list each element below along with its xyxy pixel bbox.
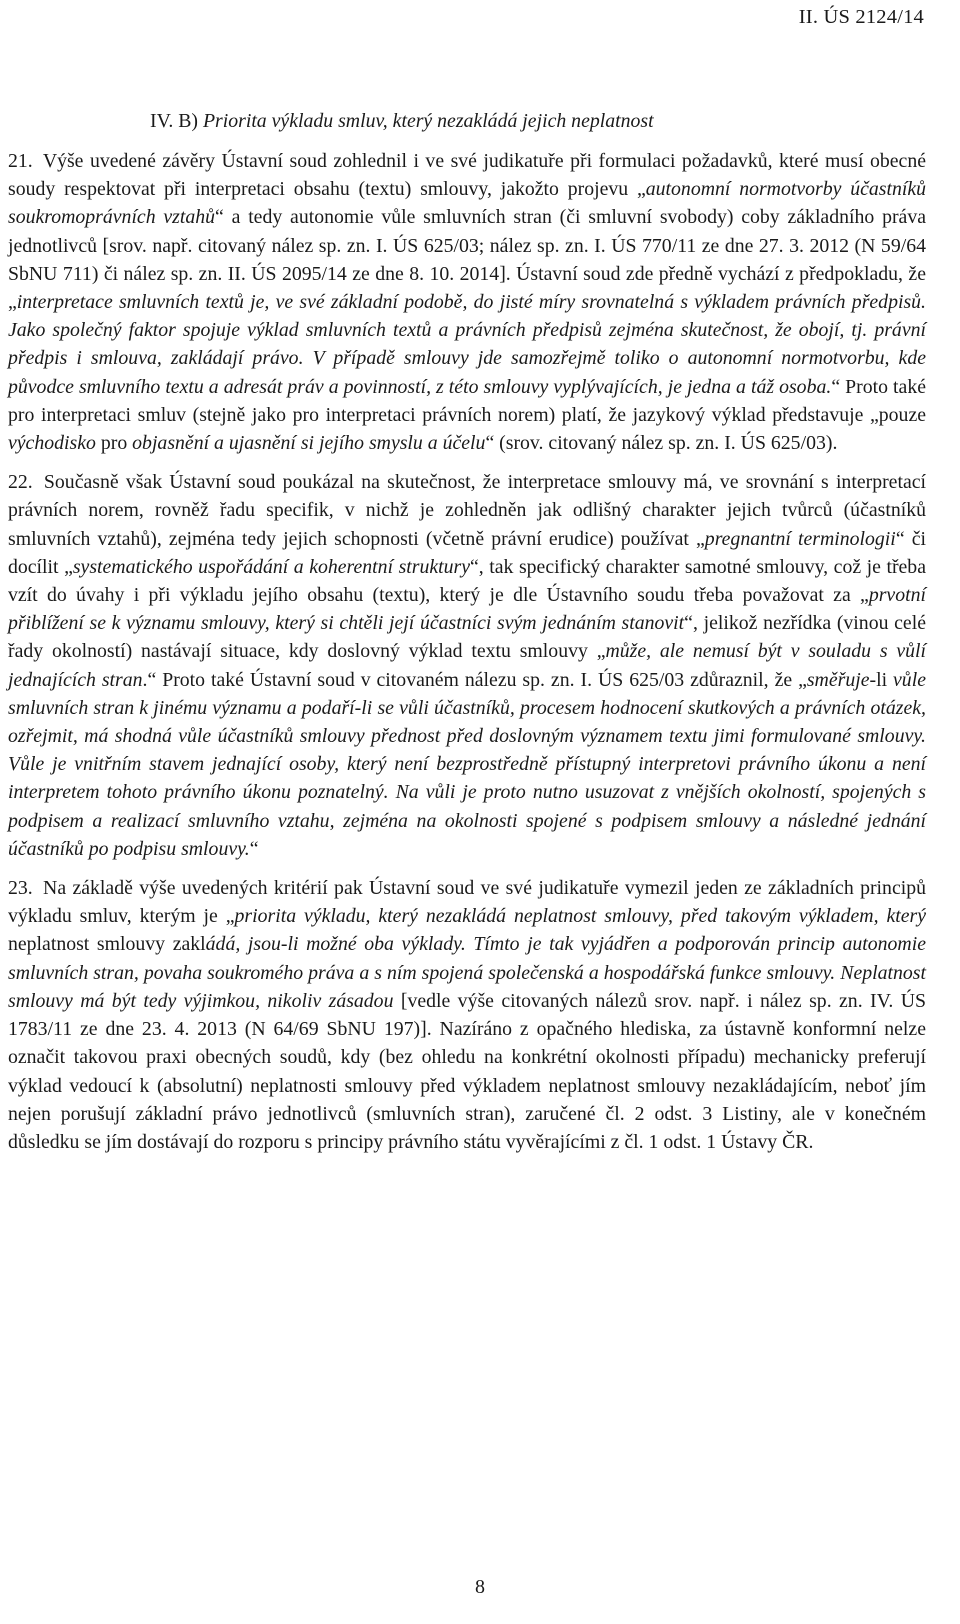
body-text-segment: “ <box>249 837 259 860</box>
body-text-segment: “, tak specifický charakter samotné smlouvy, což je třeba vzít do úvahy i při výkladu jejího obsahu (textu), který je dle Ústavního soudu třeba považovat za „ <box>8 555 926 607</box>
italic-quote-text: ádá, jsou-li možné oba výklady. Tímto je tak vyjádřen a podporován princip autonomie smluvních stran, povaha soukromého práva a s ním spojená společenská a hospodářská funkce smlouvy. Neplatnost smlouvy má být tedy výjimkou, nikoliv zásadou <box>8 933 926 1012</box>
body-text-segment: neplatnost smlouvy zakl <box>8 933 206 956</box>
body-text-segment: “ Proto také pro interpretaci smluv (stejně jako pro interpretaci právních norem) platí, že jazykový výklad představuje „pouze <box>8 375 927 426</box>
document-body <box>8 107 926 1167</box>
section-heading-prefix: IV. B) <box>150 110 198 132</box>
body-text-segment: pro <box>95 432 133 455</box>
italic-quote-text: směřuje <box>806 668 870 691</box>
body-text-segment: Současně však Ústavní soud poukázal na skutečnost, že interpretace smlouvy má, ve srovnání s interpretací právních norem, rovněž řadu specifik, v nichž je zohledněn jak odlišný charakter jejich tvůrců (účastníků smluvních vztahů), zejména tedy jejich schopnosti (včetně právní erudice) používat „ <box>8 471 926 550</box>
section-heading <box>8 107 926 135</box>
italic-quote-text: interpretace smluvních textů je, ve své základní podobě, do jisté míry srovnatelná s výkladem právních předpisů. Jako společný faktor spojuje výklad smluvních textů a právních předpisů zejména skutečnost, že obojí, tj. právní předpis i smlouva, zakládají právo. V případě smlouvy jde samozřejmě toliko o autonomní normotvorbu, kde původce smluvního textu a adresát práv a povinností, z této smlouvy vyplývajících, je jedna a táž osoba. <box>8 291 926 398</box>
case-number-header: II. ÚS 2124/14 <box>798 6 924 28</box>
paragraph-number: 23. <box>8 877 33 900</box>
body-text-segment: Výše uvedené závěry Ústavní soud zohlednil i ve své judikatuře při formulaci požadavků, které musí obecné soudy respektovat při interpretaci obsahu (textu) smlouvy, jakožto projevu „ <box>8 150 926 201</box>
italic-quote-text: priorita výkladu, který nezakládá neplatnost smlouvy, před takovým výkladem, který <box>234 905 926 928</box>
paragraph-23 <box>8 874 926 1156</box>
italic-quote-text: systematického uspořádání a koherentní struktury <box>72 555 471 578</box>
paragraph-number: 22. <box>8 471 33 494</box>
body-text-segment: “ (srov. citovaný nález sp. zn. I. ÚS 625/03). <box>485 432 838 455</box>
paragraph-22 <box>8 468 926 863</box>
body-text-segment: “, jelikož nezřídka (vinou celé řady okolností) nastávají situace, kdy doslovný výklad textu smlouvy „ <box>8 612 926 663</box>
italic-quote-text: autonomní normotvorby účastníků soukromoprávních vztahů <box>8 178 927 229</box>
italic-quote-text: vůle smluvních stran k jinému významu a podaří-li se vůli účastníků, procesem hodnocení skutkových a právních otázek, ozřejmit, má shodná vůle účastníků smlouvy přednost před doslovným významem textu jimi formulované smlouvy. Vůle je vnitřním stavem jednající osoby, který není bezprostředně přístupný interpretovi právního úkonu a není interpretem tohoto právního úkonu poznatelný. Na vůli je proto nutno usuzovat z vnějších okolností, spojených s podpisem a realizací smluvního vztahu, zejména na okolnosti spojené s podpisem smlouvy a následné jednání účastníků po podpisu smlouvy. <box>8 668 926 860</box>
page-number: 8 <box>475 1576 485 1598</box>
italic-quote-text: může, ale nemusí být v souladu s vůlí jednajících stran <box>8 640 926 691</box>
paragraph-21 <box>8 147 926 457</box>
paragraph-list <box>8 147 926 1156</box>
italic-quote-text: východisko <box>8 432 96 455</box>
section-heading-title: Priorita výkladu smluv, který nezakládá jejich neplatnost <box>202 110 654 132</box>
italic-quote-text: pregnantní terminologii <box>704 527 896 550</box>
italic-quote-text: prvotní přiblížení se k významu smlouvy, který si chtěli její účastníci svým jednáním stanovit <box>8 584 926 635</box>
paragraph-number: 21. <box>8 150 33 172</box>
body-text-segment: [vedle výše citovaných nálezů srov. např. i nález sp. zn. IV. ÚS 1783/11 ze dne 23. 4. 2013 (N 64/69 SbNU 197)]. Nazíráno z opačného hlediska, za ústavně konformní nelze označit takovou praxi obecných soudů, kdy (bez ohledu na konkrétní okolnosti případu) mechanicky preferují výklad vedoucí k (absolutní) neplatnosti smlouvy před výkladem neplatnost smlouvy nezakládajícím, neboť jím nejen porušují základní právo jednotlivců (smluvních stran), zaručené čl. 2 odst. 3 Listiny, ale v konečném důsledku se jím dostávají do rozporu s principy právního státu vyvěrajícími z čl. 1 odst. 1 Ústavy ČR. <box>8 989 926 1153</box>
body-text-segment: .“ Proto také Ústavní soud v citovaném nálezu sp. zn. I. ÚS 625/03 zdůraznil, že „ <box>142 668 807 691</box>
body-text-segment: “ a tedy autonomie vůle smluvních stran (či smluvní svobody) coby základního práva jednotlivců [srov. např. citovaný nález sp. zn. I. ÚS 625/03; nález sp. zn. I. ÚS 770/11 ze dne 27. 3. 2012 (N 59/64 SbNU 711) či nález sp. zn. II. ÚS 2095/14 ze dne 8. 10. 2014]. Ústavní soud zde předně vychází z předpokladu, že „ <box>8 206 926 314</box>
body-text-segment: -li <box>869 668 894 691</box>
italic-quote-text: objasnění a ujasnění si jejího smyslu a účelu <box>132 432 486 455</box>
body-text-segment: Na základě výše uvedených kritérií pak Ústavní soud ve své judikatuře vymezil jeden ze základních principů výkladu smluv, kterým je „ <box>8 877 926 928</box>
body-text-segment: “ či docílit „ <box>8 527 926 578</box>
